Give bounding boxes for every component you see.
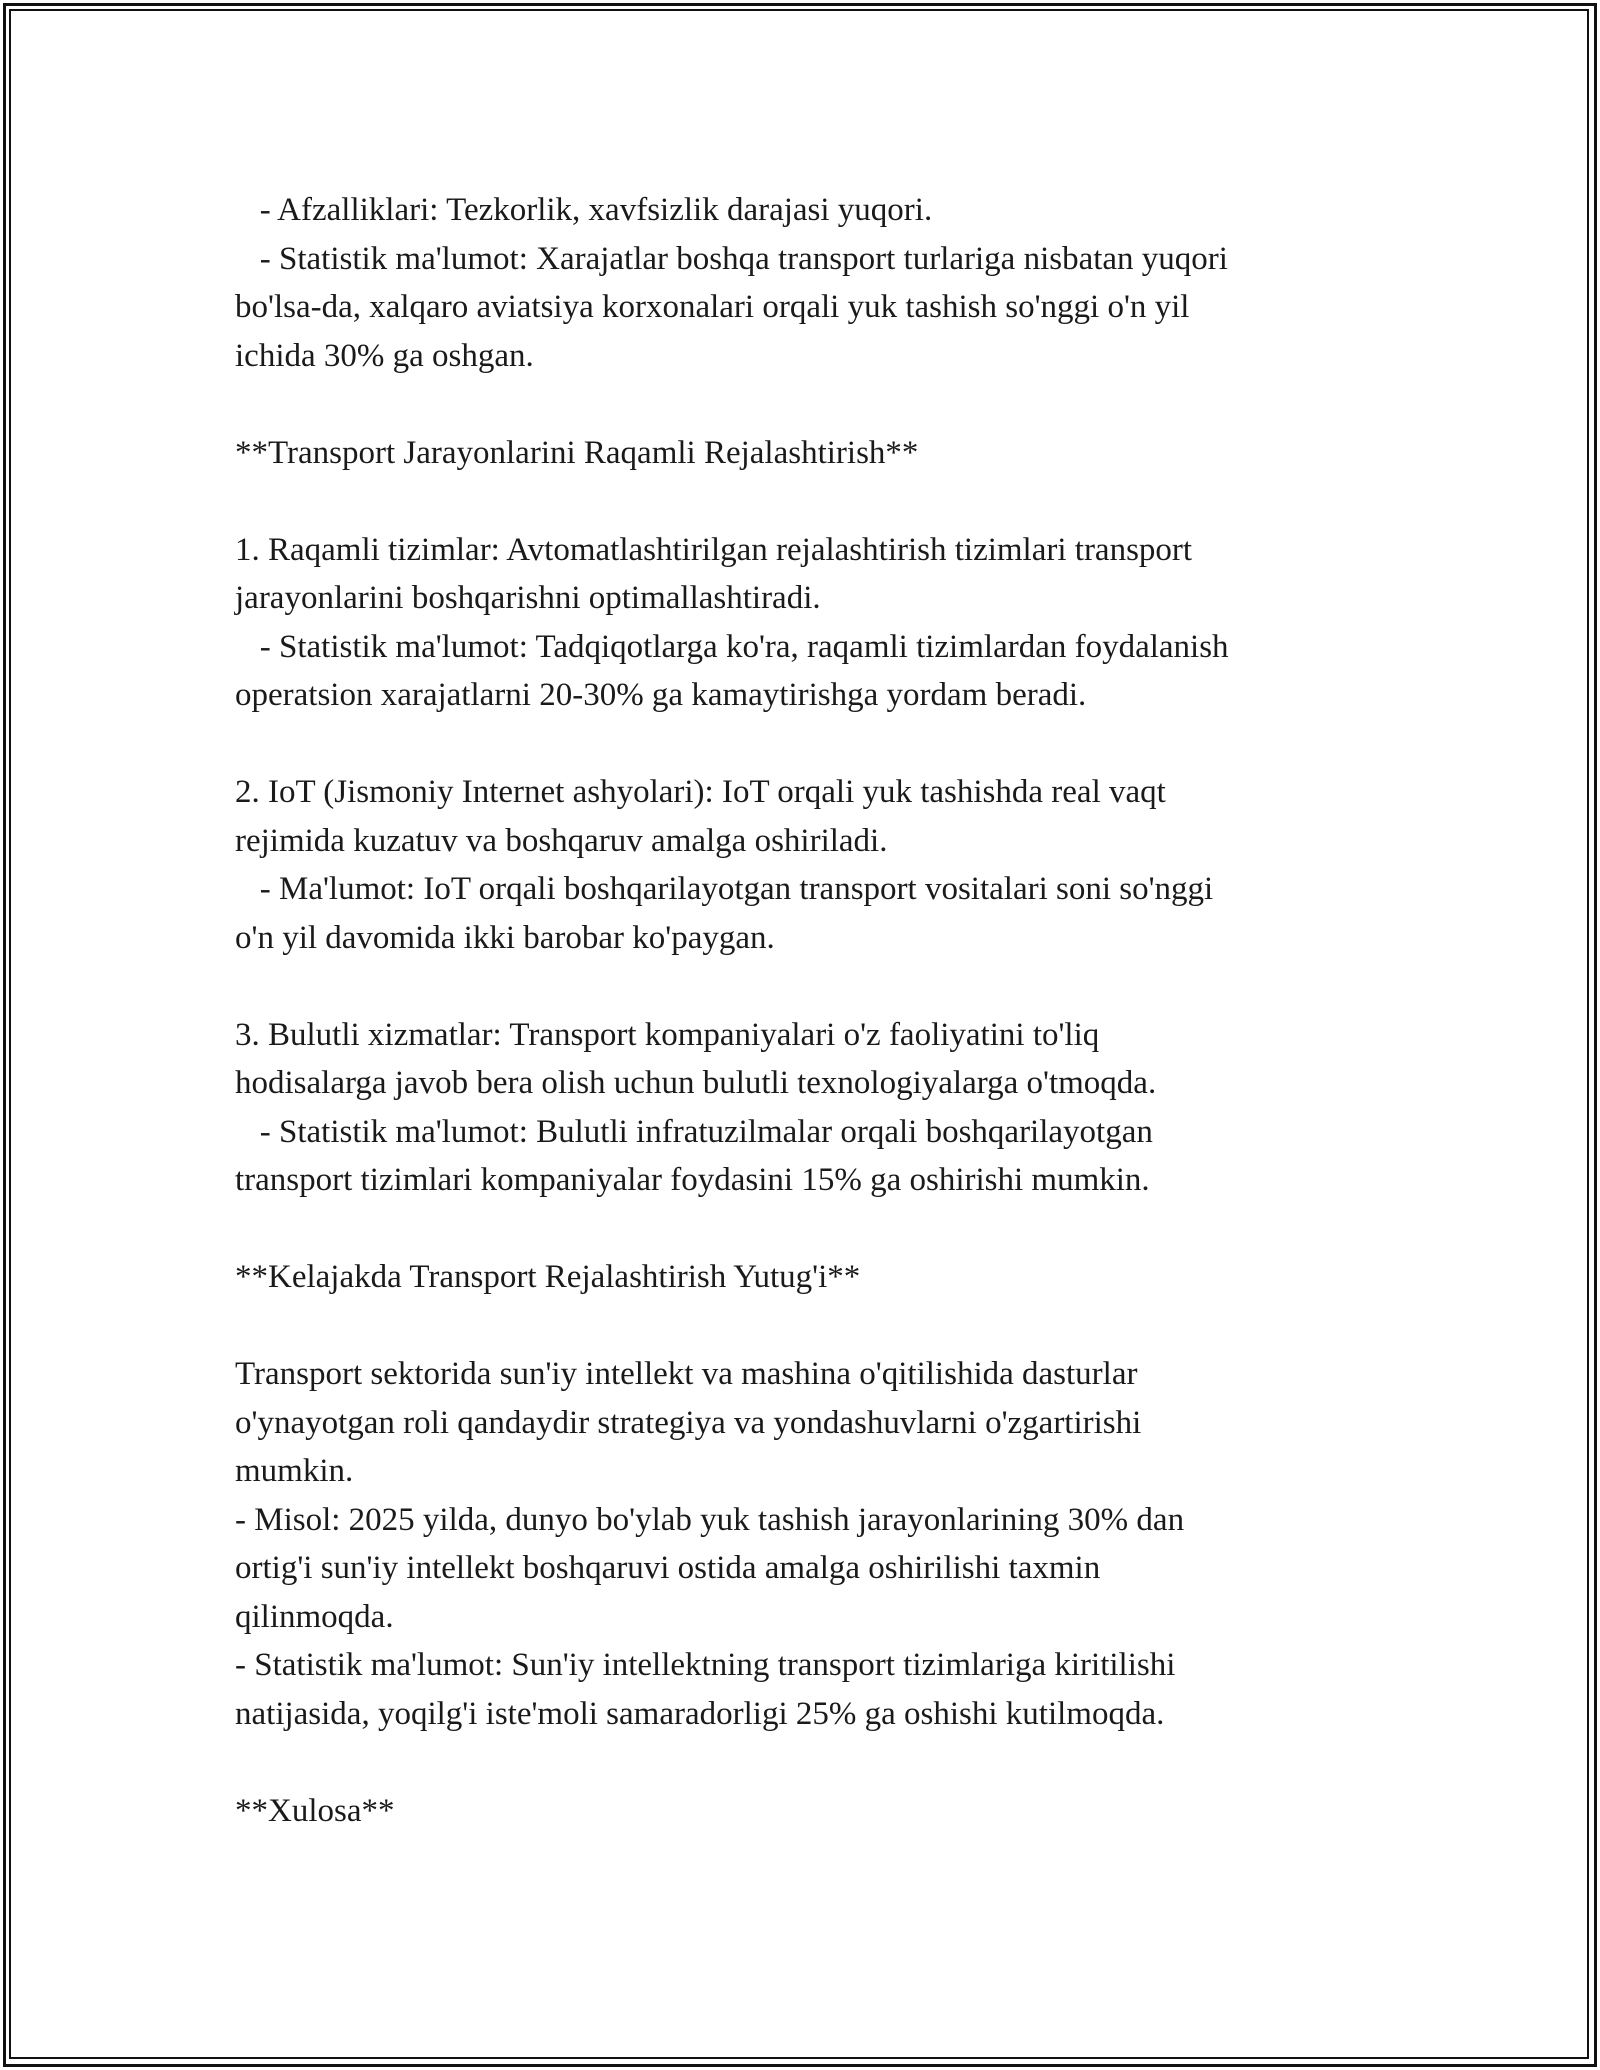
blank-line — [235, 720, 1365, 769]
text-line: ortig'i sun'iy intellekt boshqaruvi ostida amalga oshirilishi taxmin — [235, 1550, 1101, 1586]
text-line: - Statistik ma'lumot: Tadqiqotlarga ko'ra, raqamli tizimlardan foydalanish — [235, 628, 1229, 665]
text-line: - Ma'lumot: IoT orqali boshqarilayotgan transport vositalari soni so'nggi — [235, 871, 1214, 907]
section-heading-future-planning: **Kelajakda Transport Rejalashtirish Yutug'i** — [235, 1259, 861, 1295]
blank-line — [235, 1205, 1365, 1254]
text-line: bo'lsa-da, xalqaro aviatsiya korxonalari orqali yuk tashish so'nggi o'n yil — [235, 289, 1190, 325]
section-heading-conclusion: **Xulosa** — [235, 1792, 395, 1829]
text-line: operatsion xarajatlarni 20-30% ga kamaytirishga yordam beradi. — [235, 677, 1087, 713]
blank-line — [235, 477, 1365, 526]
blank-line — [235, 380, 1365, 429]
blank-line — [235, 1738, 1365, 1787]
text-line: hodisalarga javob bera olish uchun bulutli texnologiyalarga o'tmoqda. — [235, 1065, 1157, 1101]
text-line: qilinmoqda. — [235, 1598, 394, 1635]
text-line: - Statistik ma'lumot: Sun'iy intellektning transport tizimlariga kiritilishi — [235, 1647, 1176, 1683]
blank-line — [235, 962, 1365, 1011]
text-line: - Misol: 2025 yilda, dunyo bo'ylab yuk tashish jarayonlarining 30% dan — [235, 1501, 1185, 1538]
text-line: 1. Raqamli tizimlar: Avtomatlashtirilgan rejalashtirish tizimlari transport — [235, 531, 1193, 568]
text-line: - Statistik ma'lumot: Xarajatlar boshqa transport turlariga nisbatan yuqori — [235, 240, 1228, 277]
text-line: 3. Bulutli xizmatlar: Transport kompaniyalari o'z faoliyatini to'liq — [235, 1016, 1100, 1053]
text-line: transport tizimlari kompaniyalar foydasini 15% ga oshirishi mumkin. — [235, 1162, 1150, 1198]
section-heading-digital-planning: **Transport Jarayonlarini Raqamli Rejalashtirish** — [235, 434, 919, 471]
text-line: o'n yil davomida ikki barobar ko'paygan. — [235, 919, 775, 956]
text-line: mumkin. — [235, 1453, 354, 1489]
blank-line — [235, 1302, 1365, 1351]
text-line: Transport sektorida sun'iy intellekt va mashina o'qitilishida dasturlar — [235, 1356, 1138, 1392]
text-line: - Statistik ma'lumot: Bulutli infratuzilmalar orqali boshqarilayotgan — [235, 1113, 1153, 1150]
text-line: - Afzalliklari: Tezkorlik, xavfsizlik darajasi yuqori. — [235, 192, 933, 228]
text-line: 2. IoT (Jismoniy Internet ashyolari): IoT orqali yuk tashishda real vaqt — [235, 774, 1166, 810]
document-body — [235, 186, 1365, 1835]
text-line: jarayonlarini boshqarishni optimallashtiradi. — [235, 580, 821, 616]
text-line: rejimida kuzatuv va boshqaruv amalga oshiriladi. — [235, 822, 888, 859]
text-line: o'ynayotgan roli qandaydir strategiya va yondashuvlarni o'zgartirishi — [235, 1404, 1142, 1441]
text-line: natijasida, yoqilg'i iste'moli samaradorligi 25% ga oshishi kutilmoqda. — [235, 1695, 1165, 1732]
text-line: ichida 30% ga oshgan. — [235, 337, 534, 374]
